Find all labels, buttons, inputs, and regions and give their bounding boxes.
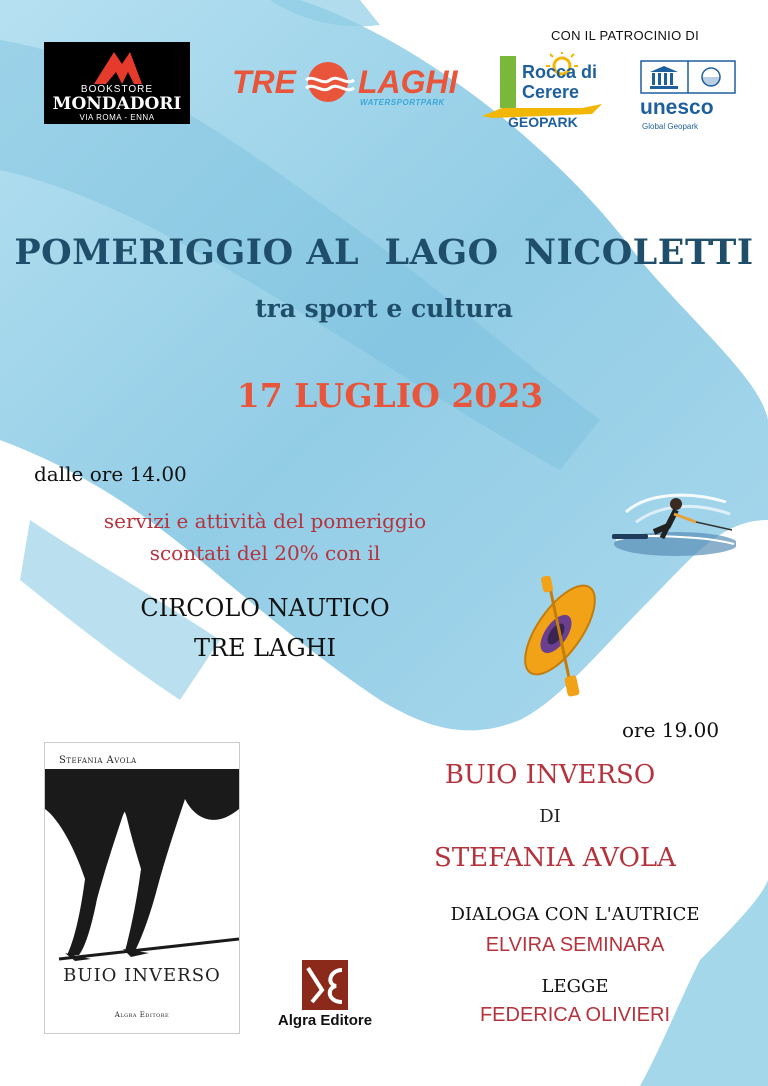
event-date: 17 LUGLIO 2023 (236, 376, 544, 415)
book-by: DI (539, 806, 561, 827)
reading-name: FEDERICA OLIVIERI (479, 1004, 671, 1026)
cover-title: BUIO INVERSO (63, 965, 221, 986)
rocca-di-cerere-geopark-logo (482, 52, 602, 132)
kayak-icon (508, 576, 612, 698)
book-cover (44, 742, 240, 1034)
unesco-tagline: Global Geopark (642, 122, 699, 131)
book-author: STEFANIA AVOLA (434, 843, 676, 873)
unesco-temple-icon (640, 60, 736, 96)
mondadori-line2: MONDADORI (52, 94, 182, 114)
cover-legs-illustration (45, 769, 239, 965)
afternoon-time: dalle ore 14.00 (34, 462, 187, 486)
reading-label: LEGGE (541, 976, 609, 997)
unesco-name: unesco (640, 96, 714, 119)
cover-author: Stefania Avola (59, 755, 137, 766)
tre-laghi-tagline: WATERSPORTPARK (360, 98, 445, 107)
afternoon-offer-line2: scontati del 20% con il (149, 541, 381, 565)
mondadori-bookstore-logo (44, 42, 190, 124)
algra-emblem-icon (302, 960, 348, 1010)
book-title: BUIO INVERSO (444, 760, 656, 790)
tre-laghi-word1: TRE (232, 64, 296, 100)
club-name-line1: CIRCOLO NAUTICO (140, 594, 390, 622)
club-name-line2: TRE LAGHI (193, 634, 337, 662)
rocca-line1: Rocca di (522, 62, 598, 82)
event-title: POMERIGGIO AL LAGO NICOLETTI (14, 232, 754, 273)
algra-name: Algra Editore (277, 1012, 373, 1029)
cover-publisher: Algra Editore (114, 1011, 170, 1019)
evening-time: ore 19.00 (622, 718, 720, 742)
patronage-label: CON IL PATROCINIO DI (550, 28, 700, 43)
event-subtitle: tra sport e cultura (255, 294, 513, 323)
dialogue-name: ELVIRA SEMINARA (485, 934, 665, 956)
water-skier-icon (606, 482, 736, 562)
mondadori-line1: BOOKSTORE (80, 84, 154, 95)
wave-sun-icon (300, 60, 356, 104)
mondadori-line3: VIA ROMA - ENNA (79, 113, 155, 122)
rocca-line3: GEOPARK (508, 114, 578, 130)
afternoon-offer-line1: servizi e attività del pomeriggio (103, 509, 427, 533)
tre-laghi-word2: LAGHI (358, 64, 458, 100)
tre-laghi-logo (232, 60, 460, 110)
algra-editore-logo (266, 960, 384, 1034)
rocca-line2: Cerere (522, 82, 580, 102)
dialogue-label: DIALOGA CON L'AUTRICE (450, 904, 700, 925)
unesco-global-geopark-logo (640, 60, 740, 135)
